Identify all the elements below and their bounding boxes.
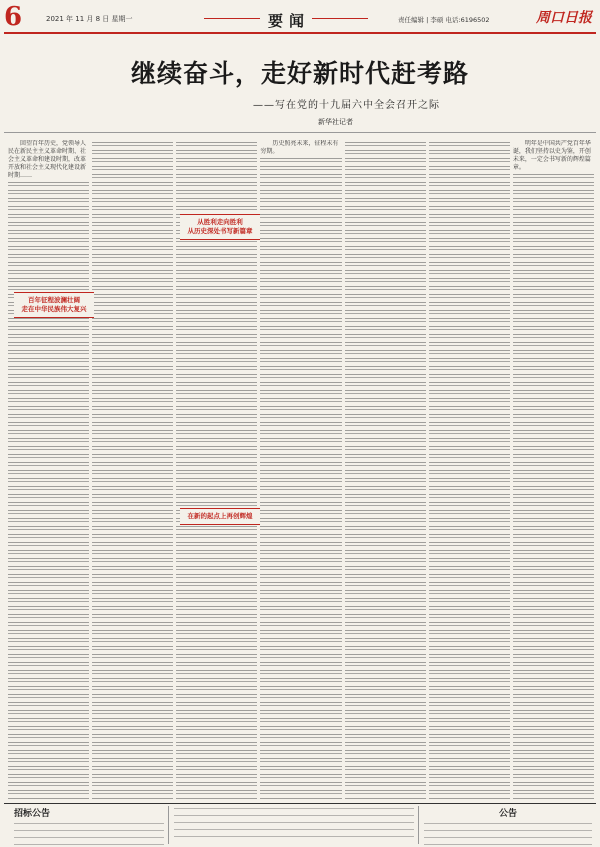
- text-block: [345, 140, 426, 800]
- section-subhead: 从胜利走向胜利 从历史深处书写新篇章: [180, 214, 260, 240]
- date-line: 2021 年 11 月 8 日 星期一: [46, 15, 133, 23]
- text-block: [8, 180, 89, 800]
- text-block: [429, 140, 510, 800]
- section-subhead: 百年征程波澜壮阔 走在中华民族伟大复兴: [14, 292, 94, 318]
- text-block: [513, 172, 594, 800]
- page-number: 6: [4, 2, 23, 32]
- section-subhead: 在新的起点上再创辉煌: [180, 508, 260, 525]
- text-block: [92, 140, 173, 800]
- subheadline: ——写在党的十九届六中全会召开之际: [253, 100, 440, 111]
- notice-body: [174, 806, 414, 842]
- paragraph: 回望百年历史，党领导人民在新民主主义革命时期、社会主义革命和建设时期，改革开放和社会主义现代化建设新时期……: [8, 140, 87, 179]
- ad-separator: [4, 803, 596, 804]
- notice-body: [424, 821, 592, 847]
- divider: [168, 806, 169, 844]
- page-header: [0, 0, 600, 34]
- text-block: [260, 156, 341, 800]
- byline: 新华社记者: [318, 118, 353, 126]
- article-column: [260, 140, 341, 800]
- notice-middle: [174, 806, 414, 842]
- section-title: 要闻: [268, 12, 311, 30]
- headline: 继续奋斗，走好新时代赶考路: [130, 59, 469, 88]
- divider: [418, 806, 419, 844]
- article-body: [8, 140, 594, 800]
- notice-left: [14, 806, 164, 847]
- notice-right: [424, 806, 592, 847]
- notice-body: [14, 821, 164, 847]
- article-column: [345, 140, 426, 800]
- article-column: [92, 140, 173, 800]
- notice-title: 招标公告: [14, 809, 51, 819]
- article-column: [429, 140, 510, 800]
- editor-line: 责任编辑 | 李硕 电话:6196502: [398, 16, 490, 24]
- paragraph: 历史照亮未来，征程未有穷期。: [260, 140, 339, 155]
- paper-logo: 周口日报: [536, 10, 592, 26]
- headline-rule: [4, 132, 596, 133]
- header-rule: [4, 32, 596, 34]
- article-column: [513, 140, 594, 800]
- article-column: [8, 140, 89, 800]
- paragraph: 明年是中国共产党百年华诞，我们坚持以史为鉴，开创未来，一定会书写新的辉煌篇章。: [512, 140, 591, 171]
- notice-title: 公告: [498, 809, 517, 819]
